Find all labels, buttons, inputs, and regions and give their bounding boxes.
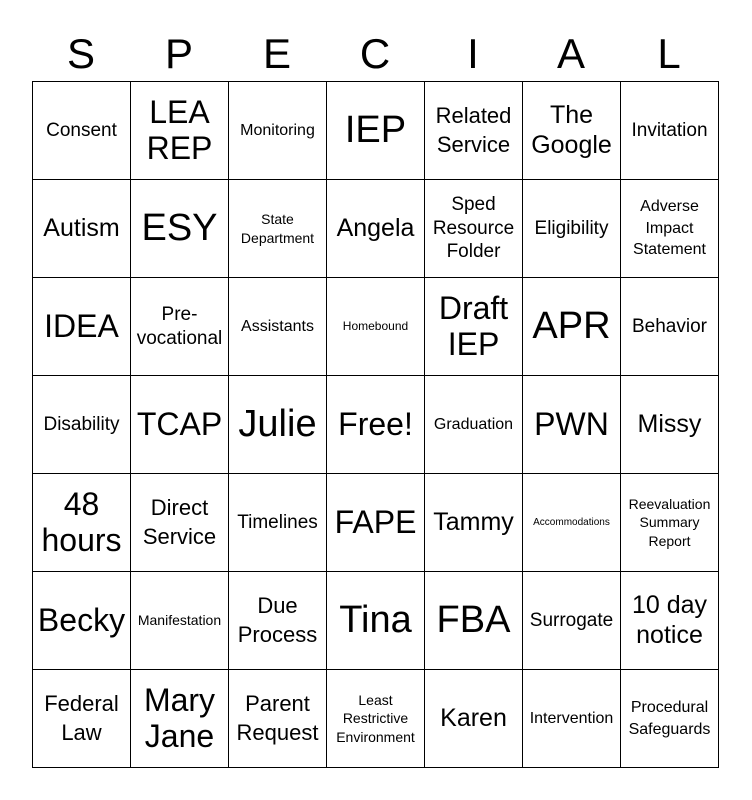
bingo-cell[interactable]: FBA xyxy=(425,572,523,670)
bingo-cell[interactable]: Reevaluation Summary Report xyxy=(621,474,719,572)
bingo-header xyxy=(32,28,718,80)
bingo-cell[interactable]: Tina xyxy=(327,572,425,670)
bingo-cell[interactable]: Draft IEP xyxy=(425,278,523,376)
header-letter-l: L xyxy=(657,30,681,77)
bingo-cell[interactable]: Free! xyxy=(327,376,425,474)
bingo-cell[interactable]: Related Service xyxy=(425,82,523,180)
bingo-cell[interactable]: Disability xyxy=(33,376,131,474)
bingo-cell[interactable]: IEP xyxy=(327,82,425,180)
bingo-cell[interactable]: Autism xyxy=(33,180,131,278)
header-letter-i: I xyxy=(467,30,479,77)
bingo-cell[interactable]: Becky xyxy=(33,572,131,670)
bingo-cell[interactable]: Homebound xyxy=(327,278,425,376)
header-letter-c: C xyxy=(359,30,391,77)
bingo-cell[interactable]: Accommodations xyxy=(523,474,621,572)
bingo-cell[interactable]: Angela xyxy=(327,180,425,278)
bingo-cell[interactable]: The Google xyxy=(523,82,621,180)
bingo-cell[interactable]: FAPE xyxy=(327,474,425,572)
bingo-cell[interactable]: Manifestation xyxy=(131,572,229,670)
bingo-cell[interactable]: ESY xyxy=(131,180,229,278)
bingo-cell[interactable]: Karen xyxy=(425,670,523,768)
header-letter-e: E xyxy=(262,30,291,77)
bingo-cell[interactable]: Monitoring xyxy=(229,82,327,180)
header-letter-a: A xyxy=(556,30,585,77)
bingo-cell[interactable]: LEA REP xyxy=(131,82,229,180)
bingo-cell[interactable]: Graduation xyxy=(425,376,523,474)
bingo-cell[interactable]: APR xyxy=(523,278,621,376)
bingo-cell[interactable]: Missy xyxy=(621,376,719,474)
bingo-cell[interactable]: Procedural Safeguards xyxy=(621,670,719,768)
bingo-cell[interactable]: Sped Resource Folder xyxy=(425,180,523,278)
bingo-cell[interactable]: Direct Service xyxy=(131,474,229,572)
bingo-cell[interactable]: IDEA xyxy=(33,278,131,376)
bingo-cell[interactable]: 10 day notice xyxy=(621,572,719,670)
bingo-cell[interactable]: Consent xyxy=(33,82,131,180)
bingo-cell[interactable]: Pre-vocational xyxy=(131,278,229,376)
bingo-cell[interactable]: State Department xyxy=(229,180,327,278)
bingo-board xyxy=(32,81,719,768)
bingo-cell[interactable]: TCAP xyxy=(131,376,229,474)
bingo-cell[interactable]: Adverse Impact Statement xyxy=(621,180,719,278)
bingo-cell[interactable]: Tammy xyxy=(425,474,523,572)
bingo-cell[interactable]: Federal Law xyxy=(33,670,131,768)
bingo-cell[interactable]: Parent Request xyxy=(229,670,327,768)
bingo-cell[interactable]: Surrogate xyxy=(523,572,621,670)
bingo-cell[interactable]: Least Restrictive Environment xyxy=(327,670,425,768)
bingo-cell[interactable]: Eligibility xyxy=(523,180,621,278)
bingo-cell[interactable]: Timelines xyxy=(229,474,327,572)
bingo-cell[interactable]: Due Process xyxy=(229,572,327,670)
bingo-cell[interactable]: Julie xyxy=(229,376,327,474)
bingo-cell[interactable]: Mary Jane xyxy=(131,670,229,768)
header-letter-p: P xyxy=(164,30,193,77)
bingo-cell[interactable]: 48 hours xyxy=(33,474,131,572)
bingo-cell[interactable]: Intervention xyxy=(523,670,621,768)
header-letter-s: S xyxy=(66,30,95,77)
bingo-cell[interactable]: Assistants xyxy=(229,278,327,376)
bingo-cell[interactable]: Invitation xyxy=(621,82,719,180)
bingo-cell[interactable]: Behavior xyxy=(621,278,719,376)
bingo-cell[interactable]: PWN xyxy=(523,376,621,474)
